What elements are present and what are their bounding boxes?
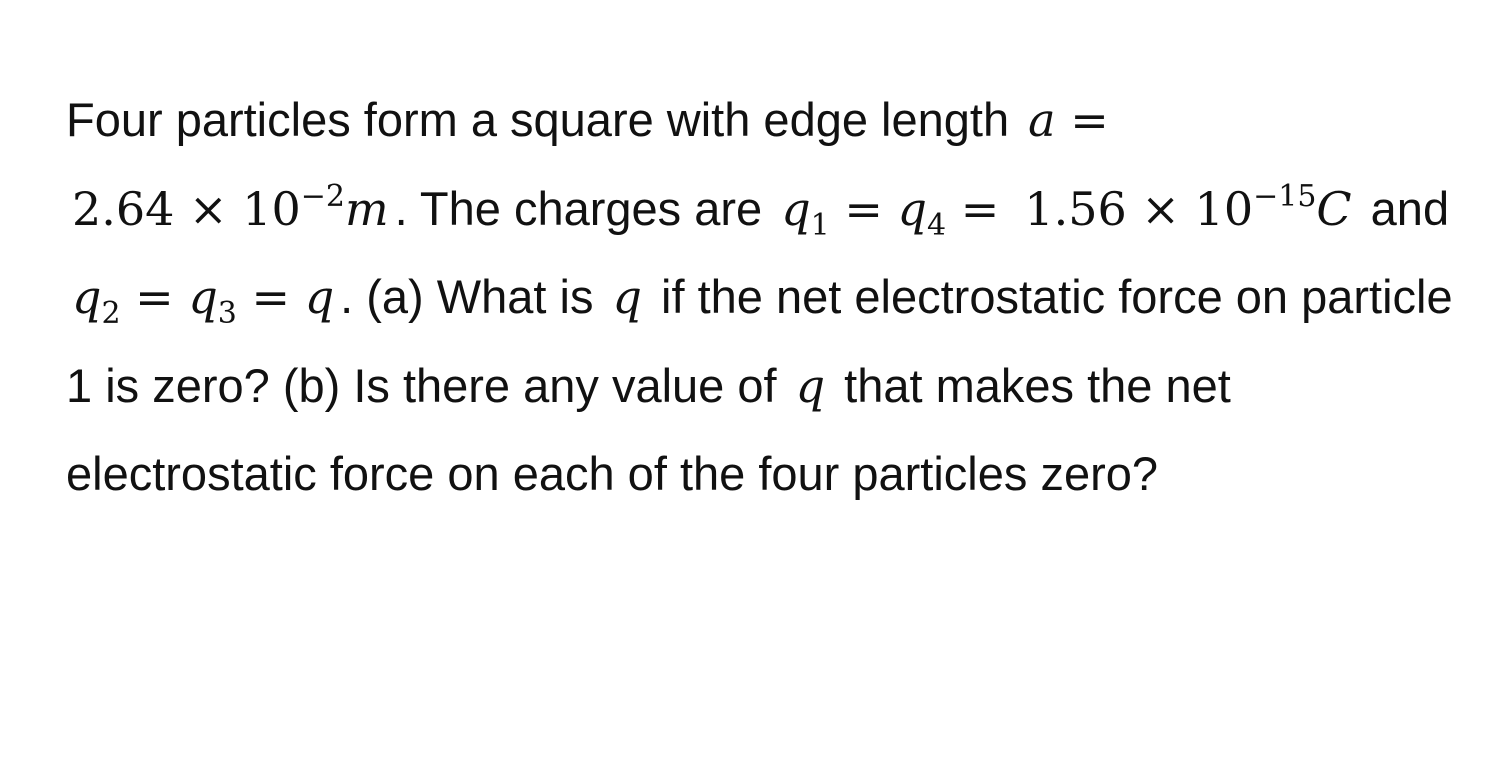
text-segment: if the net electrostatic force on particle 1 is zero? (b) Is there any value of	[66, 270, 1453, 412]
math-q-symbol: q	[612, 270, 642, 324]
math-charges-q1-q4: $q_1 = q_4$ =	[781, 181, 1000, 243]
math-charge-value: $1.56 \times 10^{-15}C$	[1024, 178, 1352, 236]
math-edge-length-value: $2.64 \times 10^{-2}m$	[72, 178, 389, 236]
text-segment: and	[1370, 181, 1450, 235]
text-segment: . (a) What is	[340, 270, 594, 323]
math-q-symbol: q	[795, 358, 826, 413]
text-segment: . The charges are	[394, 181, 763, 235]
problem-statement	[66, 76, 1456, 519]
text-segment: that makes the net electrostatic force on each of the four particles zero?	[66, 358, 1231, 500]
math-charges-q2-q3: $q_2 = q_3 = q$	[72, 270, 335, 331]
math-edge-length-symbol: a =	[1028, 93, 1109, 147]
text-segment: Four particles form a square with edge length	[66, 93, 1010, 146]
